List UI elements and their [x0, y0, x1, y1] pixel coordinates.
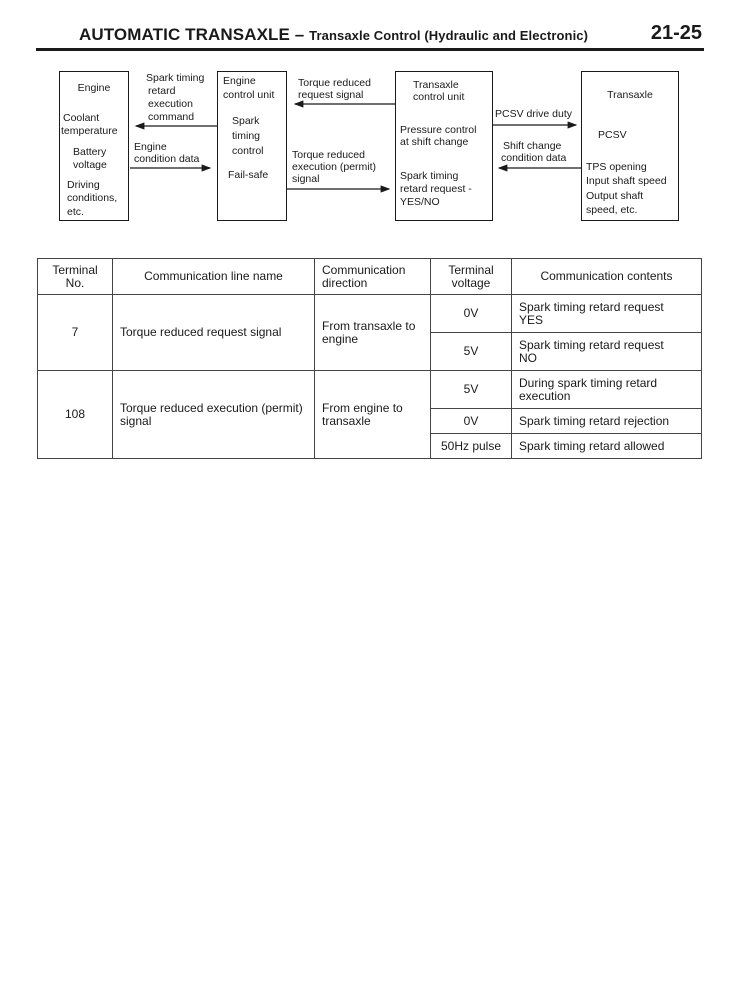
contents-cell: Spark timing retard rejection	[512, 409, 702, 434]
direction-line1: From engine to	[322, 400, 403, 415]
terminal-cell: 7	[38, 295, 113, 371]
engine-item-temperature: temperature	[61, 125, 118, 137]
engine-item-battery: Battery	[73, 146, 107, 158]
voltage-cell: 5V	[431, 371, 512, 409]
spark-label-line1: Spark timing	[146, 72, 205, 84]
contents-cell: Spark timing retard allowed	[512, 434, 702, 459]
contents-cell	[512, 295, 702, 333]
torque-execution-line2: execution (permit)	[292, 161, 377, 173]
transaxle-item-tps: TPS opening	[586, 161, 647, 173]
ecu-item-spark: Spark	[232, 115, 260, 127]
line-name-cell	[113, 371, 315, 459]
table-row	[38, 371, 702, 409]
engine-condition-line2: condition data	[134, 153, 200, 165]
table-header-row	[38, 259, 702, 295]
engine-item-coolant: Coolant	[63, 112, 100, 124]
contents-line1: Spark timing retard request	[519, 299, 664, 314]
torque-execution-line1: Torque reduced	[292, 149, 365, 161]
direction-line2: transaxle	[322, 413, 371, 428]
ecu-item-timing: timing	[232, 130, 261, 142]
engine-item-etc: etc.	[67, 206, 84, 218]
header-voltage	[431, 259, 512, 295]
transaxle-item-pcsv: PCSV	[598, 129, 627, 141]
contents-line2: execution	[519, 388, 571, 403]
direction-line1: From transaxle to	[322, 318, 416, 333]
page-number: 21-25	[650, 22, 702, 44]
torque-request-line1: Torque reduced	[298, 77, 371, 89]
header-direction	[315, 259, 431, 295]
header-direction-line2: direction	[322, 275, 368, 290]
header-voltage-line1: Terminal	[448, 262, 494, 277]
ecu-title-line2: control unit	[223, 89, 275, 101]
engine-condition-line1: Engine	[134, 141, 167, 153]
header-direction-line1: Communication	[322, 262, 406, 277]
header-contents: Communication contents	[512, 259, 702, 295]
contents-line1: During spark timing retard	[519, 375, 658, 390]
ecu-title-line1: Engine	[223, 75, 256, 87]
direction-cell	[315, 295, 431, 371]
header-voltage-line2: voltage	[451, 275, 491, 290]
header-terminal-line2: No.	[65, 275, 85, 290]
line-name-line1: Torque reduced execution (permit)	[120, 400, 303, 415]
tcu-title-line1: Transaxle	[413, 79, 459, 91]
spark-label-line3: execution	[148, 98, 193, 110]
header-terminal-line1: Terminal	[52, 262, 98, 277]
tcu-item-yesno: YES/NO	[400, 196, 440, 208]
ecu-item-control: control	[232, 145, 264, 157]
engine-item-conditions: conditions,	[67, 192, 118, 204]
section-title: AUTOMATIC TRANSAXLE	[79, 25, 290, 44]
tcu-item-pressure: Pressure control	[400, 124, 477, 136]
engine-item-voltage: voltage	[73, 159, 107, 171]
tcu-title-line2: control unit	[413, 91, 465, 103]
shift-change-line2: condition data	[501, 152, 567, 164]
transaxle-box-title: Transaxle	[607, 89, 653, 101]
spark-label-line2: retard	[148, 85, 176, 97]
transaxle-item-input: Input shaft speed	[586, 175, 667, 187]
line-name-line2: signal	[120, 413, 152, 428]
direction-line2: engine	[322, 331, 359, 346]
contents-cell	[512, 371, 702, 409]
spark-label-line4: command	[148, 111, 195, 123]
communication-diagram	[0, 0, 730, 240]
tcu-item-shift: at shift change	[400, 136, 469, 148]
header-terminal	[38, 259, 113, 295]
voltage-cell: 50Hz pulse	[431, 434, 512, 459]
voltage-cell: 5V	[431, 333, 512, 371]
contents-line2: NO	[519, 350, 537, 365]
direction-cell	[315, 371, 431, 459]
transaxle-item-output: Output shaft	[586, 190, 644, 202]
table-row	[38, 295, 702, 333]
voltage-cell: 0V	[431, 295, 512, 333]
shift-change-line1: Shift change	[503, 140, 562, 152]
torque-request-line2: request signal	[298, 89, 364, 101]
voltage-cell: 0V	[431, 409, 512, 434]
ecu-item-failsafe: Fail-safe	[228, 169, 269, 181]
pcsv-duty-label: PCSV drive duty	[495, 108, 573, 120]
tcu-item-spark: Spark timing	[400, 170, 459, 182]
tcu-item-retard: retard request -	[400, 183, 472, 195]
contents-line1: Spark timing retard request	[519, 337, 664, 352]
contents-line2: YES	[519, 312, 544, 327]
terminal-cell: 108	[38, 371, 113, 459]
header-name: Communication line name	[113, 259, 315, 295]
transaxle-item-speed: speed, etc.	[586, 204, 638, 216]
communication-table	[37, 258, 702, 459]
header-dash: –	[289, 25, 310, 44]
engine-box-title: Engine	[77, 82, 111, 94]
line-name-cell: Torque reduced request signal	[113, 295, 315, 371]
engine-item-driving: Driving	[67, 179, 100, 191]
torque-execution-line3: signal	[292, 173, 320, 185]
section-subtitle: Transaxle Control (Hydraulic and Electronic)	[309, 28, 589, 43]
contents-cell	[512, 333, 702, 371]
